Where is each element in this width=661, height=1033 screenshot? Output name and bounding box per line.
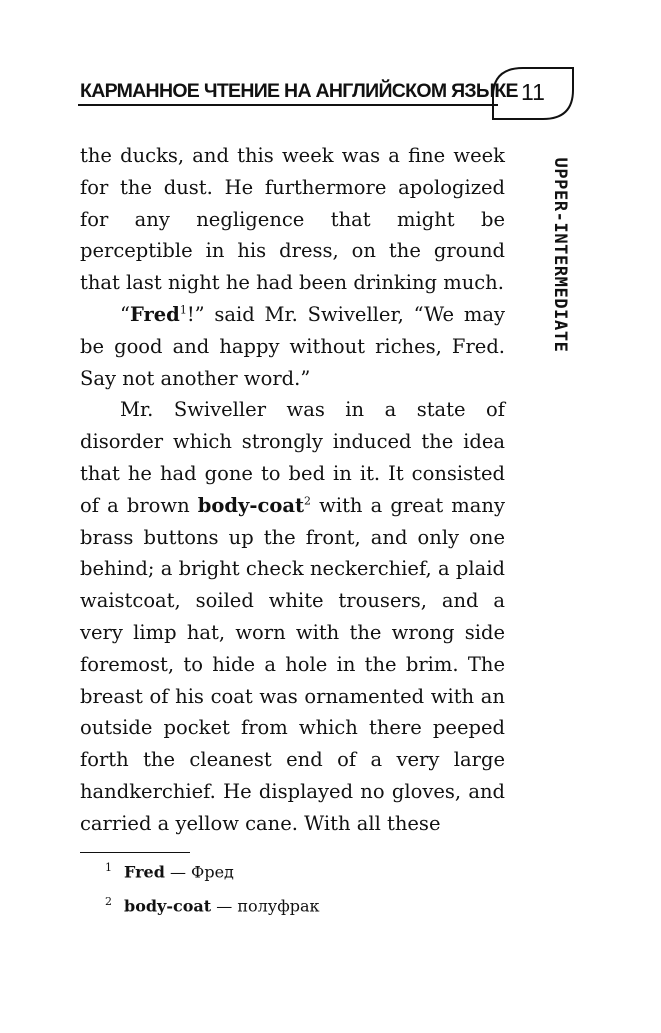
page-number-badge: [491, 66, 575, 120]
paragraph-2-quote: “: [120, 302, 130, 326]
header-underline: [78, 104, 498, 106]
paragraph-3-start: Mr. Swiveller was in a state of disorder which strongly induced the idea that he had gone to bed in it. It consisted of a brown: [80, 398, 505, 517]
footnote-2-dash: —: [211, 896, 238, 916]
footnote-1-term: Fred: [124, 862, 165, 882]
level-side-label: [545, 140, 575, 370]
glossary-term-fred: Fred: [129, 302, 180, 326]
paragraph-3-rest: with a great many brass buttons up the front, and only one behind; a bright check neckerchief, a plaid waistcoat, soiled white trousers, and a very limp hat, worn with the wrong side foremost, to hide a hole in the brim. The breast of his coat was ornamented with an outside pocket from which there peeped forth the cleanest end of a very large handkerchief. He displayed no gloves, and carried a yellow cane. With all these: [80, 493, 505, 835]
footnote-divider: [80, 852, 190, 853]
footnote-2-translation: полуфрак: [237, 896, 320, 916]
level-side-label-text: UPPER-INTERMEDIATE: [550, 157, 570, 353]
footnote-2: [105, 895, 320, 915]
page-number: 11: [521, 79, 545, 105]
footnote-2-number: 2: [105, 895, 112, 908]
footnote-ref-2: 2: [304, 494, 312, 508]
paragraph-1: the ducks, and this week was a fine week for the dust. He furthermore apologized for any negligence that might be perceptible in his dress, on the ground that last night he had been drinking much.: [80, 144, 505, 295]
footnote-1-translation: Фред: [191, 862, 234, 882]
footnote-1: [105, 861, 234, 881]
footnote-2-term: body-coat: [124, 896, 212, 916]
paragraph-3: [80, 394, 505, 839]
paragraph-2: [80, 299, 505, 394]
glossary-term-body-coat: body-coat: [197, 493, 305, 517]
footnote-1-dash: —: [164, 862, 192, 882]
footnote-1-number: 1: [105, 861, 112, 874]
paragraph-2-text: !” said Mr. Swiveller, “We may be good and happy without riches, Fred. Say not another word.”: [80, 302, 505, 390]
footnote-ref-1: 1: [179, 303, 187, 317]
running-header-title: КАРМАННОЕ ЧТЕНИЕ НА АНГЛИЙСКОМ ЯЗЫКЕ: [80, 80, 518, 102]
main-text: [80, 140, 505, 840]
